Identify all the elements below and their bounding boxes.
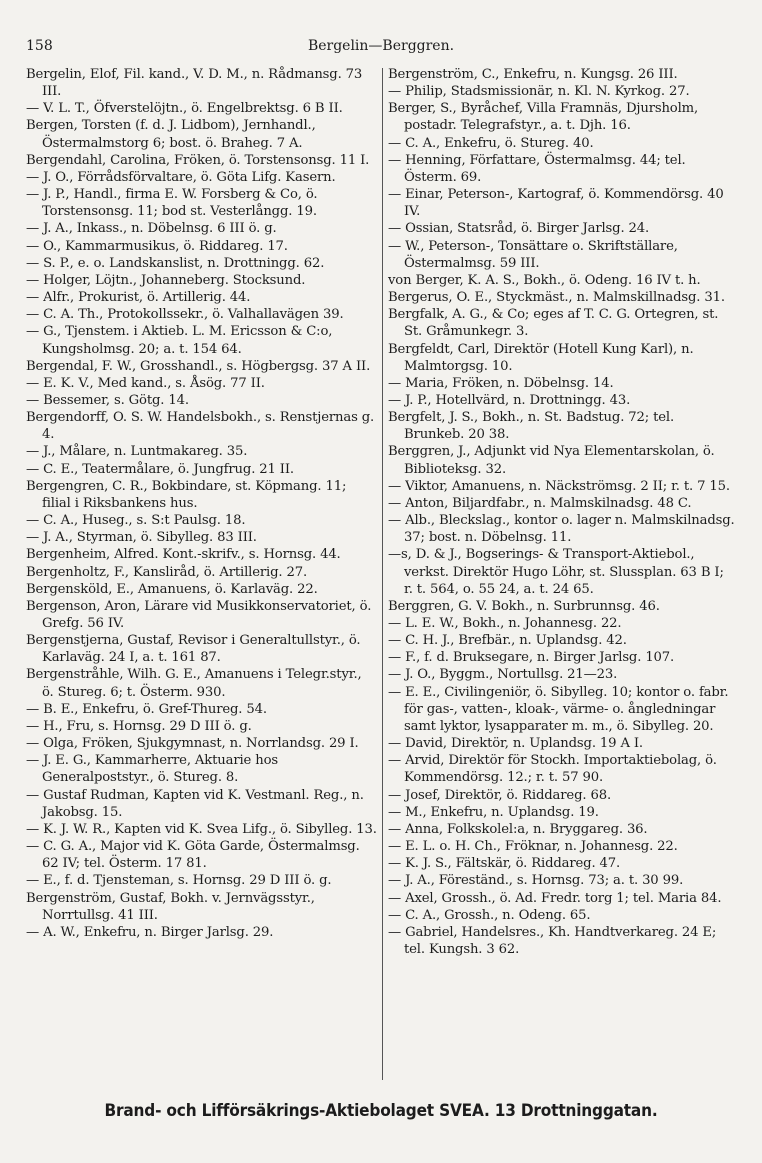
- directory-entry: — Gabriel, Handelsres., Kh. Handtverkareg. 24 E; tel. Kungsh. 3 62.: [388, 924, 717, 957]
- directory-entry: Bergendal, F. W., Grosshandl., s. Högbergsg. 37 A II.: [26, 358, 371, 374]
- directory-entry: Bergerus, O. E., Styckmäst., n. Malmskillnadsg. 31.: [388, 290, 725, 306]
- directory-entry: — Olga, Fröken, Sjukgymnast, n. Norrlandsg. 29 I.: [26, 736, 359, 752]
- directory-entry: — J. O., Byggm., Nortullsg. 21—23.: [388, 667, 618, 683]
- directory-entry: — G., Tjenstem. i Aktieb. L. M. Ericsson & C:o, Kungsholmsg. 20; a. t. 154 64.: [26, 324, 333, 357]
- directory-entry: — Einar, Peterson-, Kartograf, ö. Kommendörsg. 40 IV.: [388, 187, 724, 220]
- directory-entry: — C. E., Teatermålare, ö. Jungfrug. 21 II.: [26, 461, 294, 477]
- directory-entry: — Arvid, Direktör för Stockh. Importaktiebolag, ö. Kommendörsg. 12.; r. t. 57 90.: [388, 753, 717, 786]
- directory-entry: Bergelin, Elof, Fil. kand., V. D. M., n. Rådmansg. 73 III.: [26, 67, 363, 100]
- directory-entry: Bergenholtz, F., Kanslіråd, ö. Artillerig. 27.: [26, 564, 307, 580]
- directory-entry: — Maria, Fröken, n. Döbelnsg. 14.: [388, 375, 614, 391]
- directory-entry: von Berger, K. A. S., Bokh., ö. Odeng. 16 IV t. h.: [388, 272, 701, 288]
- directory-entry: Bergendorff, O. S. W. Handelsbokh., s. Renstjernas g. 4.: [26, 410, 375, 443]
- directory-entry: — Alfr., Prokurist, ö. Artillerig. 44.: [26, 290, 251, 306]
- directory-entry: Bergfalk, A. G., & Co; eges af T. C. G. Ortegren, st. St. Gråmunkegr. 3.: [388, 307, 719, 340]
- directory-entry: — S. P., e. o. Landskanslist, n. Drottningg. 62.: [26, 255, 325, 271]
- directory-entry: — Alb., Bleckslag., kontor o. lager n. Malmskilnadsg. 37; bost. n. Döbelnsg. 11.: [388, 513, 735, 546]
- directory-entry: — Josef, Direktör, ö. Riddareg. 68.: [388, 787, 611, 803]
- directory-entry: — Gustaf Rudman, Kapten vid K. Vestmanl. Reg., n. Jakobsg. 15.: [26, 787, 364, 820]
- directory-entry: — C. A. Th., Protokollssekr., ö. Valhallavägen 39.: [26, 307, 344, 323]
- directory-entry: — E. L. o. H. Ch., Fröknar, n. Johannesg. 22.: [388, 839, 678, 855]
- directory-entry: — C. G. A., Major vid K. Göta Garde, Östermalmsg. 62 IV; tel. Österm. 17 81.: [26, 839, 360, 872]
- directory-entry: — F., f. d. Bruksegare, n. Birger Jarlsg. 107.: [388, 650, 675, 666]
- directory-entry: — Henning, Författare, Östermalmsg. 44; tel. Österm. 69.: [388, 152, 686, 185]
- directory-entry: — Holger, Löjtn., Johanneberg. Stocksund.: [26, 272, 306, 288]
- directory-entry: Berggren, G. V. Bokh., n. Surbrunnsg. 46.: [388, 598, 660, 614]
- directory-entry: — H., Fru, s. Hornsg. 29 D III ö. g.: [26, 718, 252, 734]
- directory-entry: — Viktor, Amanuens, n. Näckströmsg. 2 II; r. t. 7 15.: [388, 478, 730, 494]
- directory-entry: — J. P., Hotellvärd, n. Drottningg. 43.: [388, 392, 631, 408]
- directory-entry: — David, Direktör, n. Uplandsg. 19 A I.: [388, 736, 643, 752]
- directory-entry: — J. A., Styrman, ö. Sibylleg. 83 III.: [26, 530, 257, 546]
- directory-entry: — A. W., Enkefru, n. Birger Jarlsg. 29.: [26, 924, 274, 940]
- running-head: Bergelin—Berggren.: [307, 38, 455, 54]
- directory-entry: —s, D. & J., Bogserings- & Transport-Aktiebol., verkst. Direktör Hugo Löhr, st. Slussplan. 63 B I; r. t. 564, o. 55 24, a. t. 24 65.: [388, 547, 724, 597]
- directory-entry: — E., f. d. Tjensteman, s. Hornsg. 29 D III ö. g.: [26, 873, 332, 889]
- directory-entry: — K. J. W. R., Kapten vid K. Svea Lifg., ö. Sibylleg. 13.: [26, 821, 377, 837]
- directory-entry: — W., Peterson-, Tonsättare o. Skriftställare, Östermalmsg. 59 III.: [388, 238, 678, 271]
- directory-entry: — B. E., Enkefru, ö. Gref-Thureg. 54.: [26, 701, 267, 717]
- directory-entry: Bergen, Torsten (f. d. J. Lidbom), Jernhandl., Östermalmstorg 6; bost. ö. Braheg. 7 A.: [26, 118, 316, 151]
- directory-entry: — Anton, Biljardfabr., n. Malmskilnadsg. 48 C.: [388, 495, 692, 511]
- directory-entry: — E. E., Civilingeniör, ö. Sibylleg. 10; kontor o. fabr. för gas-, vatten-, kloak-, värme- o. ångledningar samt lyktor, lysapparater m. m., ö. Sibylleg. 20.: [388, 684, 729, 734]
- directory-entry: Bergenheim, Alfred. Kont.-skrifv., s. Hornsg. 44.: [26, 547, 341, 563]
- directory-entry: Bergenström, C., Enkefru, n. Kungsg. 26 III.: [388, 67, 678, 82]
- directory-entry: — K. J. S., Fältskär, ö. Riddareg. 47.: [388, 856, 621, 872]
- directory-entry: — E. K. V., Med kand., s. Åsög. 77 II.: [26, 375, 265, 391]
- directory-entry: — J. E. G., Kammarherre, Aktuarie hos Generalpoststyr., ö. Stureg. 8.: [26, 753, 278, 786]
- directory-entry: — J. A., Inkass., n. Döbelnsg. 6 III ö. g.: [26, 221, 277, 237]
- directory-entry: Bergenstjerna, Gustaf, Revisor i Generaltullstyr., ö. Karlaväg. 24 I, a. t. 161 87.: [26, 633, 361, 666]
- directory-entry: — J. A., Föreständ., s. Hornsg. 73; a. t. 30 99.: [388, 873, 684, 889]
- directory-entry: Bergfelt, J. S., Bokh., n. St. Badstug. 72; tel. Brunkeb. 20 38.: [388, 410, 675, 443]
- directory-entry: — Axel, Grossh., ö. Ad. Fredr. torg 1; tel. Maria 84.: [388, 890, 722, 906]
- directory-entry: — M., Enkefru, n. Uplandsg. 19.: [388, 804, 599, 820]
- directory-entry: — V. L. T., Öfverstelöjtn., ö. Engelbrektsg. 6 B II.: [26, 101, 343, 117]
- directory-entry: — C. A., Grossh., n. Odeng. 65.: [388, 907, 591, 923]
- directory-entry: Bergenstråhle, Wilh. G. E., Amanuens i Telegr.styr., ö. Stureg. 6; t. Österm. 930.: [26, 667, 362, 700]
- directory-entry: — C. A., Huseg., s. S:t Paulsg. 18.: [26, 513, 246, 529]
- directory-entry: — J. P., Handl., firma E. W. Forsberg & Co, ö. Torstensonsg. 11; bod st. Vesterlångg. 19.: [26, 187, 318, 220]
- directory-entry: Bergensköld, E., Amanuens, ö. Karlaväg. 22.: [26, 581, 318, 597]
- page-number: 158: [26, 38, 53, 54]
- directory-entry: Bergfeldt, Carl, Direktör (Hotell Kung Karl), n. Malmtorgsg. 10.: [388, 341, 694, 374]
- page-header: [26, 38, 736, 58]
- directory-entry: Berggren, J., Adjunkt vid Nya Elementarskolan, ö. Biblioteksg. 32.: [388, 444, 715, 477]
- directory-entry: — Ossian, Statsråd, ö. Birger Jarlsg. 24.: [388, 221, 650, 237]
- directory-entry: — Philip, Stadsmissionär, n. Kl. N. Kyrkog. 27.: [388, 84, 690, 100]
- left-column: [26, 66, 381, 941]
- directory-entry: — L. E. W., Bokh., n. Johannesg. 22.: [388, 616, 622, 631]
- directory-entry: Berger, S., Byråchef, Villa Framnäs, Djursholm, postadr. Telegrafstyr., a. t. Djh. 16.: [388, 101, 699, 134]
- directory-entry: Bergenström, Gustaf, Bokh. v. Jernvägsstyr., Norrtullsg. 41 III.: [26, 890, 315, 923]
- directory-entry: — Bessemer, s. Götg. 14.: [26, 392, 189, 408]
- directory-entry: — O., Kammarmusikus, ö. Riddareg. 17.: [26, 238, 288, 254]
- directory-entry: Bergenson, Aron, Lärare vid Musikkonservatoriet, ö. Grefg. 56 IV.: [26, 598, 372, 631]
- directory-entry: — C. H. J., Brefbär., n. Uplandsg. 42.: [388, 633, 627, 649]
- directory-columns: [26, 66, 736, 1124]
- directory-entry: — Anna, Folkskolel:a, n. Bryggareg. 36.: [388, 821, 648, 837]
- directory-entry: — J., Målare, n. Luntmakareg. 35.: [26, 444, 248, 460]
- directory-entry: — C. A., Enkefru, ö. Stureg. 40.: [388, 135, 594, 151]
- directory-entry: Bergendahl, Carolina, Fröken, ö. Torstensonsg. 11 I.: [26, 152, 370, 168]
- right-column: [383, 66, 736, 958]
- directory-entry: Bergengren, C. R., Bokbindare, st. Köpmang. 11; filial i Riksbankens hus.: [26, 478, 347, 511]
- advertisement-banner: Brand- och Lifförsäkrings-Aktiebolaget SVEA. 13 Drottninggatan.: [104, 1101, 658, 1120]
- directory-entry: — J. O., Förrådsförvaltare, ö. Göta Lifg. Kasern.: [26, 169, 336, 185]
